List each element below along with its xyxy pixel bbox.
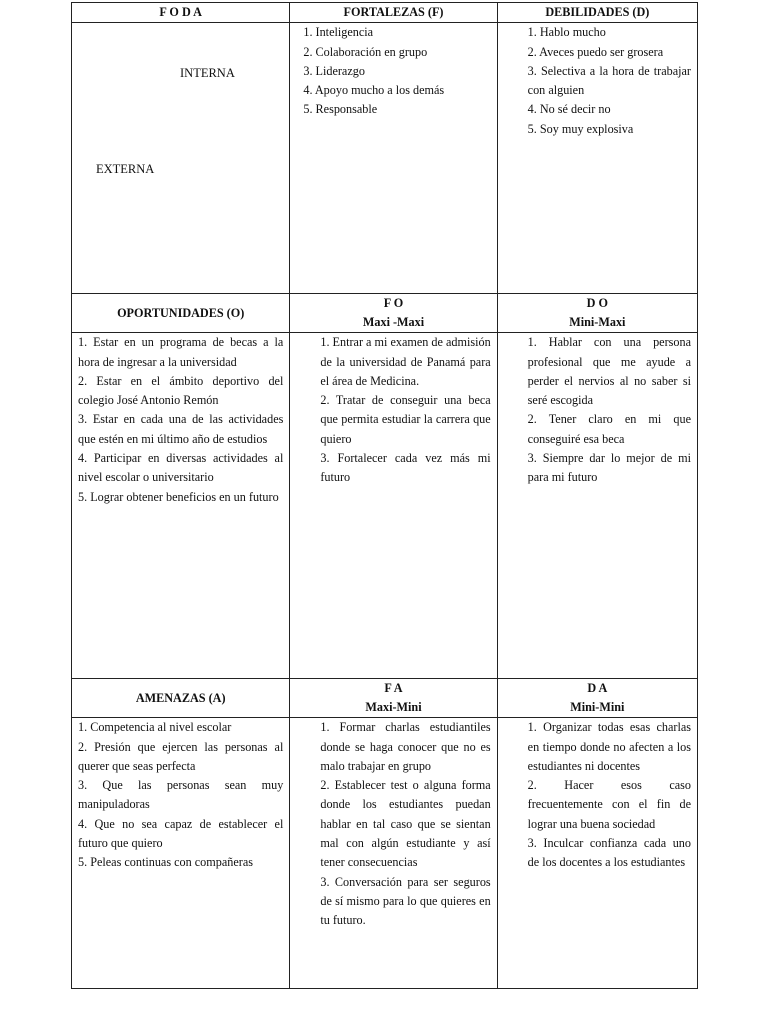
- da-item: 1. Organizar todas esas charlas en tiempo donde no afecten a los estudiantes ni docentes: [527, 720, 691, 773]
- fa-item: 2. Establecer test o alguna forma donde los estudiantes puedan hablar en tal caso que se sientan mal con algún estudiante y así tener consecuencias: [320, 778, 491, 870]
- oportunidades-cell: [72, 333, 290, 679]
- amenazas-item: 3. Que las personas sean muy manipuladoras: [78, 778, 284, 812]
- header-fortalezas: FORTALEZAS (F): [290, 3, 497, 23]
- amenazas-cell: [72, 718, 290, 989]
- debilidades-cell: [497, 23, 697, 294]
- fa-title: F A: [384, 681, 403, 696]
- debilidades-list: [522, 23, 697, 139]
- fa-subtitle: Maxi-Mini: [365, 700, 422, 715]
- fo-cell: [290, 333, 497, 679]
- fo-item: 1. Entrar a mi examen de admisión de la universidad de Panamá para el área de Medicina.: [320, 335, 491, 388]
- do-item: 3. Siempre dar lo mejor de mi para mi futuro: [527, 451, 691, 485]
- fo-title-cell: [290, 294, 497, 333]
- foda-table: [71, 2, 698, 989]
- da-subtitle: Mini-Mini: [570, 700, 625, 715]
- oportunidades-item: 1. Estar en un programa de becas a la hora de ingresar a la universidad: [78, 335, 284, 369]
- da-cell: [497, 718, 697, 989]
- amenazas-item: 2. Presión que ejercen las personas al querer que seas perfecta: [78, 739, 284, 773]
- fortalezas-item: 5. Responsable: [303, 102, 378, 117]
- do-subtitle: Mini-Maxi: [569, 315, 626, 330]
- da-list: [522, 718, 697, 872]
- debilidades-item: 5. Soy muy explosiva: [527, 121, 634, 136]
- debilidades-item: 3. Selectiva a la hora de trabajar con alguien: [527, 63, 691, 98]
- amenazas-item: 4. Que no sea capaz de establecer el futuro que quiero: [78, 816, 284, 851]
- do-title: D O: [586, 296, 608, 311]
- fa-cell: [290, 718, 497, 989]
- do-list: [522, 333, 697, 487]
- axis-cell: [72, 23, 290, 294]
- fa-title-cell: [290, 679, 497, 718]
- amenazas-item: 1. Competencia al nivel escolar: [78, 720, 232, 735]
- do-cell: [497, 333, 697, 679]
- fo-title: F O: [383, 296, 404, 311]
- fa-item: 3. Conversación para ser seguros de sí mismo para lo que quieres en tu futuro.: [320, 874, 491, 928]
- fortalezas-item: 3. Liderazgo: [303, 63, 365, 78]
- fo-item: 3. Fortalecer cada vez más mi futuro: [320, 451, 491, 485]
- fortalezas-list: [297, 23, 496, 119]
- da-title-cell: [497, 679, 697, 718]
- amenazas-list: [72, 718, 289, 872]
- oportunidades-item: 2. Estar en el ámbito deportivo del colegio José Antonio Remón: [78, 373, 284, 408]
- oportunidades-header-row: [72, 294, 698, 333]
- oportunidades-item: 5. Lograr obtener beneficios en un futuro: [78, 489, 279, 504]
- foda-document: [71, 2, 698, 988]
- amenazas-title: AMENAZAS (A): [135, 690, 226, 705]
- fortalezas-cell: [290, 23, 497, 294]
- interna-label: INTERNA: [180, 66, 235, 81]
- do-title-cell: [497, 294, 697, 333]
- amenazas-header-row: [72, 679, 698, 718]
- debilidades-item: 2. Aveces puedo ser grosera: [527, 44, 664, 59]
- oportunidades-item: 4. Participar en diversas actividades al nivel escolar o universitario: [78, 451, 284, 485]
- fortalezas-item: 2. Colaboración en grupo: [303, 44, 428, 59]
- fo-list: [314, 333, 496, 487]
- header-row: [72, 3, 698, 23]
- oportunidades-title-cell: [72, 294, 290, 333]
- debilidades-item: 4. No sé decir no: [527, 102, 611, 117]
- da-item: 2. Hacer esos caso frecuentemente con el fin de lograr una buena sociedad: [527, 778, 691, 831]
- fa-list: [314, 718, 496, 930]
- header-debilidades: DEBILIDADES (D): [497, 3, 697, 23]
- amenazas-title-cell: [72, 679, 290, 718]
- oportunidades-title: OPORTUNIDADES (O): [117, 305, 245, 320]
- internal-row: [72, 23, 698, 294]
- do-item: 1. Hablar con una persona profesional que me ayude a perder el nervios al no saber si seré escogida: [527, 335, 691, 408]
- fo-subtitle: Maxi -Maxi: [362, 315, 425, 330]
- oportunidades-row: [72, 333, 698, 679]
- fortalezas-item: 4. Apoyo mucho a los demás: [303, 83, 445, 98]
- da-item: 3. Inculcar confianza cada uno de los docentes a los estudiantes: [527, 836, 691, 870]
- header-foda: F O D A: [72, 3, 290, 23]
- fa-item: 1. Formar charlas estudiantiles donde se haga conocer que no es malo trabajar en grupo: [320, 720, 491, 773]
- do-item: 2. Tener claro en mi que conseguiré esa beca: [527, 412, 691, 446]
- amenazas-row: [72, 718, 698, 989]
- debilidades-item: 1. Hablo mucho: [527, 25, 606, 40]
- externa-label: EXTERNA: [96, 162, 155, 177]
- fo-item: 2. Tratar de conseguir una beca que permita estudiar la carrera que quiero: [320, 393, 491, 446]
- oportunidades-list: [72, 333, 289, 507]
- amenazas-item: 5. Peleas continuas con compañeras: [78, 855, 253, 870]
- oportunidades-item: 3. Estar en cada una de las actividades que estén en mi último año de estudios: [78, 412, 284, 446]
- da-title: D A: [587, 681, 608, 696]
- fortalezas-item: 1. Inteligencia: [303, 25, 374, 40]
